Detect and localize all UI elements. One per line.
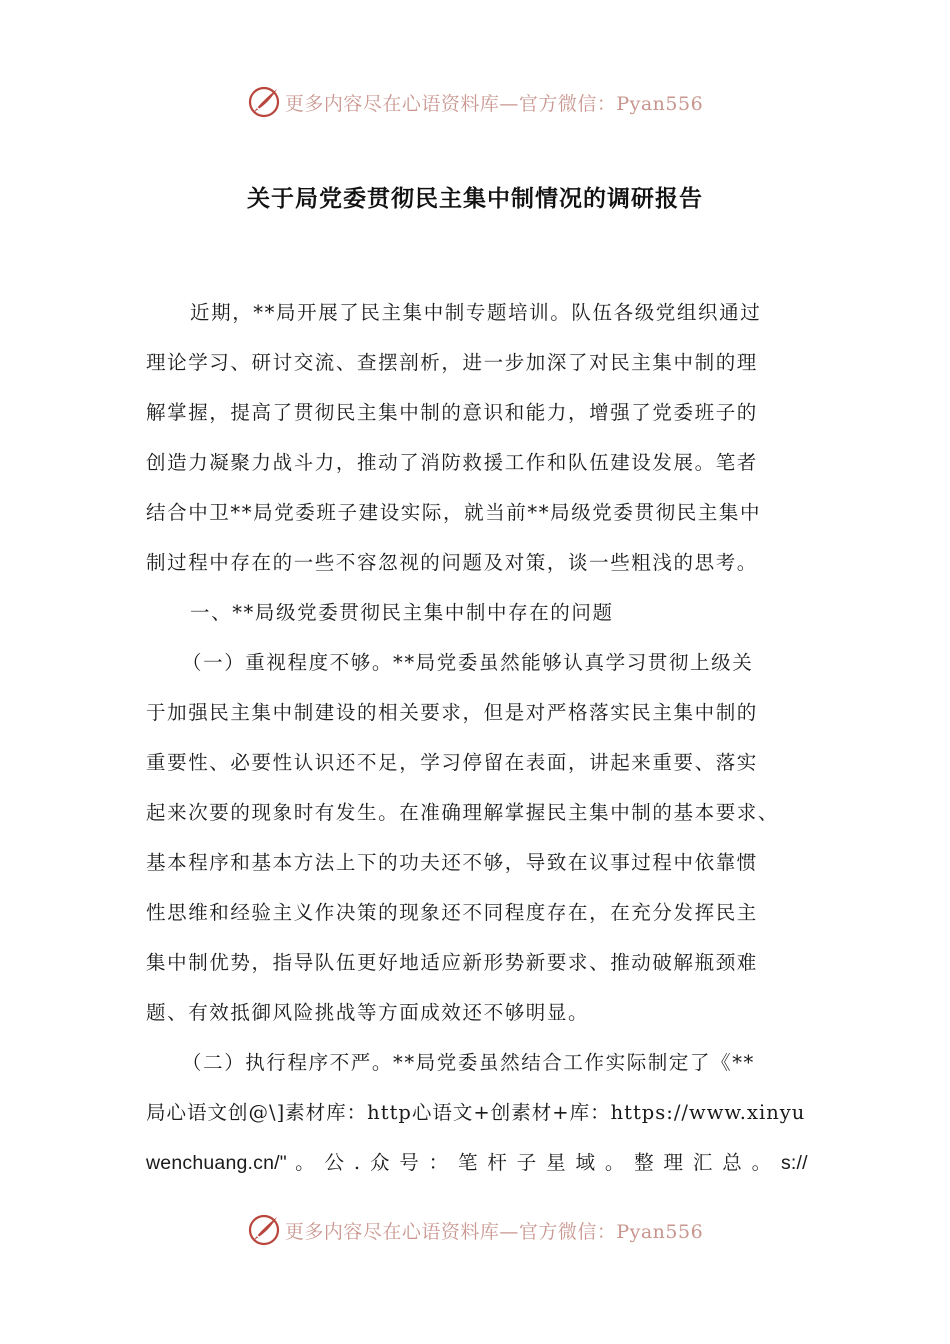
paragraph-line: 理论学习、研讨交流、查摆剖析，进一步加深了对民主集中制的理 [146,351,758,374]
line-token: 总 [722,1151,744,1174]
line-token: 汇 [692,1151,714,1174]
paragraph-line: 解掌握，提高了贯彻民主集中制的意识和能力，增强了党委班子的 [146,401,758,424]
watermark-text: 更多内容尽在心语资料库—官方微信：Pyan556 [284,92,704,115]
line-token: 号 [399,1151,421,1174]
quill-logo-icon [247,1213,281,1247]
paragraph-line: 基本程序和基本方法上下的功夫还不够，导致在议事过程中依靠惯 [146,851,758,874]
paragraph-line: 于加强民主集中制建设的相关要求，但是对严格落实民主集中制的 [146,701,758,724]
line-token: 众 [369,1151,392,1174]
line-token: s:// [780,1152,808,1174]
document-body [146,288,808,1188]
section-heading: 一、**局级党委贯彻民主集中制中存在的问题 [190,601,614,624]
line-token: 整 [634,1151,656,1174]
line-token: wenchuang.cn/" [146,1152,287,1174]
paragraph-line: （一）重视程度不够。**局党委虽然能够认真学习贯彻上级关 [182,651,754,674]
line-token: 。 [751,1151,773,1174]
line-token: 。 [295,1151,317,1174]
watermark-banner-top [0,82,950,122]
line-token: 杆 [487,1151,509,1174]
line-token: 理 [663,1151,685,1174]
paragraph-line: 结合中卫**局党委班子建设实际，就当前**局级党委贯彻民主集中 [146,501,762,524]
paragraph-line: 重要性、必要性认识还不足，学习停留在表面，讲起来重要、落实 [146,751,758,774]
line-token: 星 [546,1151,568,1174]
paragraph-line: 制过程中存在的一些不容忽视的问题及对策，谈一些粗浅的思考。 [146,551,758,574]
paragraph-line: 局心语文创@\]素材库：http心语文+创素材+库：https://www.xinyu [146,1101,806,1124]
line-token: ： [428,1151,450,1174]
paragraph-line-justified [146,1138,808,1188]
line-token: 。 [604,1151,626,1174]
paragraph-line: （二）执行程序不严。**局党委虽然结合工作实际制定了《** [182,1051,755,1074]
quill-logo-icon [247,85,281,119]
line-token: 子 [516,1151,538,1174]
paragraph-line: 创造力凝聚力战斗力，推动了消防救援工作和队伍建设发展。笔者 [146,451,758,474]
paragraph-line: 题、有效抵御风险挑战等方面成效还不够明显。 [146,1001,590,1024]
document-title: 关于局党委贯彻民主集中制情况的调研报告 [247,186,703,212]
paragraph-line: 性思维和经验主义作决策的现象还不同程度存在，在充分发挥民主 [146,901,758,924]
paragraph-line: 近期，**局开展了民主集中制专题培训。队伍各级党组织通过 [190,301,762,324]
line-token: . [353,1151,362,1174]
paragraph-line: 集中制优势，指导队伍更好地适应新形势新要求、推动破解瓶颈难 [146,951,758,974]
watermark-text: 更多内容尽在心语资料库—官方微信：Pyan556 [284,1220,704,1243]
watermark-banner-bottom [0,1210,950,1250]
line-token: 公 [324,1151,346,1174]
paragraph-line: 起来次要的现象时有发生。在准确理解掌握民主集中制的基本要求、 [146,801,780,824]
line-token: 域 [575,1151,597,1174]
line-token: 笔 [458,1151,480,1174]
